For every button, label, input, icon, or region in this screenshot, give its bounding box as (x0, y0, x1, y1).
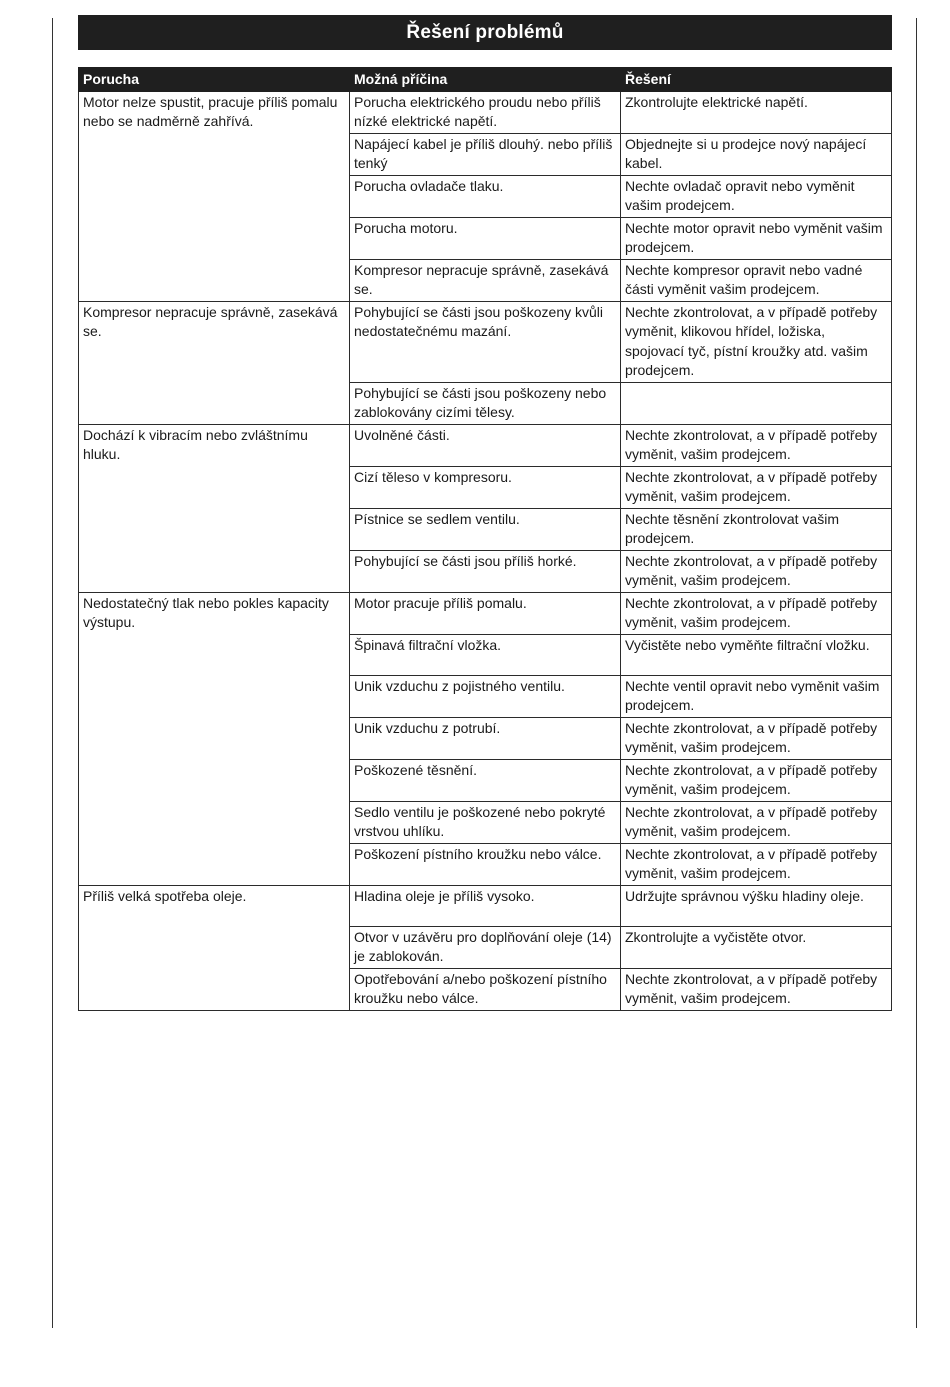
cause-cell: Pístnice se sedlem ventilu. (350, 508, 621, 550)
table-row (79, 301, 892, 382)
page-title: Řešení problémů (406, 21, 564, 43)
solution-cell: Nechte ventil opravit nebo vyměnit vašim prodejcem. (621, 675, 892, 717)
page-margin-rule-left (52, 18, 53, 1328)
solution-cell: Nechte motor opravit nebo vyměnit vašim prodejcem. (621, 217, 892, 259)
solution-cell: Nechte zkontrolovat, a v případě potřeby vyměnit, vašim prodejcem. (621, 968, 892, 1010)
table-header (79, 68, 892, 92)
cause-cell: Uvolněné části. (350, 424, 621, 466)
solution-cell: Nechte zkontrolovat, a v případě potřeby vyměnit, vašim prodejcem. (621, 843, 892, 885)
fault-cell: Dochází k vibracím nebo zvláštnímu hluku. (79, 424, 350, 592)
cause-cell: Pohybující se části jsou poškozeny kvůli nedostatečnému mazání. (350, 301, 621, 382)
solution-cell: Objednejte si u prodejce nový napájecí kabel. (621, 133, 892, 175)
solution-cell: Nechte zkontrolovat, a v případě potřeby vyměnit, vašim prodejcem. (621, 759, 892, 801)
cause-cell: Kompresor nepracuje správně, zasekává se. (350, 259, 621, 301)
solution-cell: Nechte zkontrolovat, a v případě potřeby vyměnit, vašim prodejcem. (621, 424, 892, 466)
table-row (79, 424, 892, 466)
cause-cell: Unik vzduchu z pojistného ventilu. (350, 675, 621, 717)
cause-cell: Hladina oleje je příliš vysoko. (350, 885, 621, 926)
cause-cell: Pohybující se části jsou příliš horké. (350, 550, 621, 592)
cause-cell: Pohybující se části jsou poškozeny nebo zablokovány cizími tělesy. (350, 382, 621, 424)
cause-cell: Otvor v uzávěru pro doplňování oleje (14) je zablokován. (350, 926, 621, 968)
cause-cell: Cizí těleso v kompresoru. (350, 466, 621, 508)
solution-cell: Nechte zkontrolovat, a v případě potřeby vyměnit, vašim prodejcem. (621, 466, 892, 508)
cause-cell: Motor pracuje příliš pomalu. (350, 592, 621, 634)
solution-cell: Nechte zkontrolovat, a v případě potřeby vyměnit, vašim prodejcem. (621, 592, 892, 634)
column-header-fault: Porucha (79, 68, 350, 92)
table-row (79, 592, 892, 634)
solution-cell: Nechte ovladač opravit nebo vyměnit vašim prodejcem. (621, 175, 892, 217)
page-title-bar (78, 15, 892, 50)
fault-cell: Motor nelze spustit, pracuje příliš pomalu nebo se nadměrně zahřívá. (79, 91, 350, 301)
solution-cell: Nechte zkontrolovat, a v případě potřeby vyměnit, vašim prodejcem. (621, 717, 892, 759)
table-body (79, 91, 892, 1010)
table-row (79, 91, 892, 133)
fault-cell: Příliš velká spotřeba oleje. (79, 885, 350, 1010)
fault-cell: Kompresor nepracuje správně, zasekává se. (79, 301, 350, 424)
cause-cell: Porucha ovladače tlaku. (350, 175, 621, 217)
page-margin-rule-right (916, 18, 917, 1328)
solution-cell: Nechte kompresor opravit nebo vadné části vyměnit vašim prodejcem. (621, 259, 892, 301)
cause-cell: Špinavá filtrační vložka. (350, 634, 621, 675)
solution-cell: Vyčistěte nebo vyměňte filtrační vložku. (621, 634, 892, 675)
table-header-row (79, 68, 892, 92)
cause-cell: Porucha elektrického proudu nebo příliš nízké elektrické napětí. (350, 91, 621, 133)
solution-cell: Nechte zkontrolovat, a v případě potřeby vyměnit, klikovou hřídel, ložiska, spojovací tyč, pístní kroužky atd. vašim prodejcem. (621, 301, 892, 382)
solution-cell (621, 382, 892, 424)
table-row (79, 885, 892, 926)
column-header-solution: Řešení (621, 68, 892, 92)
solution-cell: Zkontrolujte a vyčistěte otvor. (621, 926, 892, 968)
troubleshooting-table (78, 67, 892, 1011)
solution-cell: Nechte těsnění zkontrolovat vašim prodejcem. (621, 508, 892, 550)
solution-cell: Udržujte správnou výšku hladiny oleje. (621, 885, 892, 926)
cause-cell: Poškození pístního kroužku nebo válce. (350, 843, 621, 885)
cause-cell: Poškozené těsnění. (350, 759, 621, 801)
cause-cell: Sedlo ventilu je poškozené nebo pokryté vrstvou uhlíku. (350, 801, 621, 843)
cause-cell: Unik vzduchu z potrubí. (350, 717, 621, 759)
fault-cell: Nedostatečný tlak nebo pokles kapacity výstupu. (79, 592, 350, 885)
cause-cell: Napájecí kabel je příliš dlouhý. nebo příliš tenký (350, 133, 621, 175)
solution-cell: Nechte zkontrolovat, a v případě potřeby vyměnit, vašim prodejcem. (621, 550, 892, 592)
cause-cell: Porucha motoru. (350, 217, 621, 259)
cause-cell: Opotřebování a/nebo poškození pístního kroužku nebo válce. (350, 968, 621, 1010)
column-header-cause: Možná příčina (350, 68, 621, 92)
solution-cell: Zkontrolujte elektrické napětí. (621, 91, 892, 133)
solution-cell: Nechte zkontrolovat, a v případě potřeby vyměnit, vašim prodejcem. (621, 801, 892, 843)
